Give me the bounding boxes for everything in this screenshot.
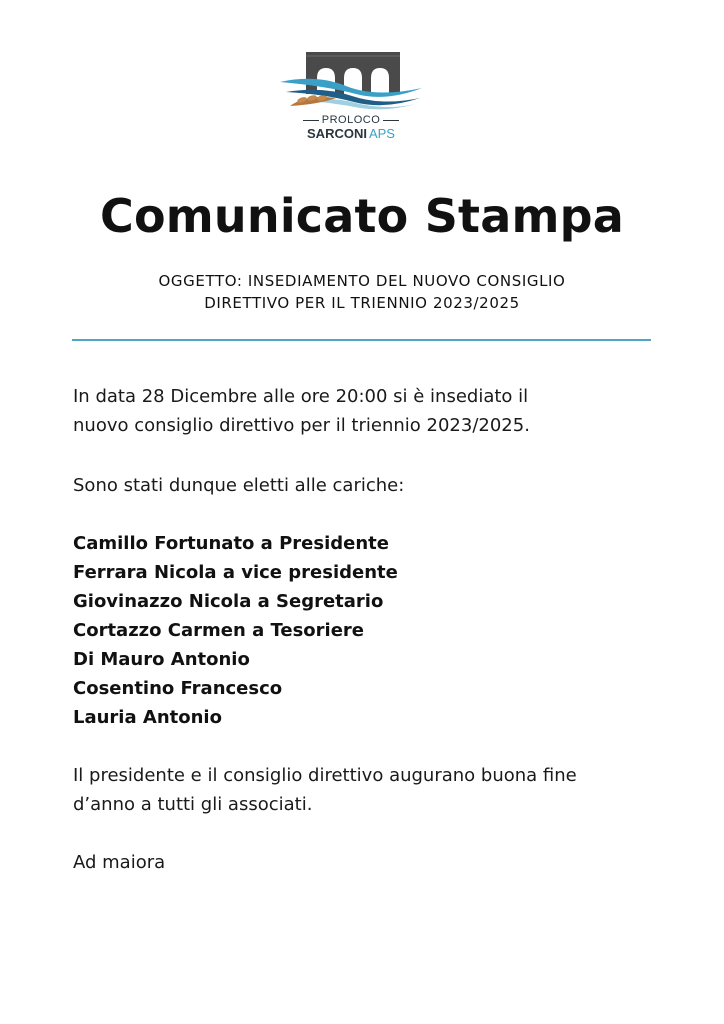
officer-item: Cosentino Francesco: [73, 678, 283, 699]
officer-item: Giovinazzo Nicola a Segretario: [73, 591, 384, 612]
logo-org-text: [276, 127, 426, 141]
wishes-line-2: d’anno a tutti gli associati.: [73, 794, 313, 815]
wishes-line-1: Il presidente e il consiglio direttivo augurano buona fine: [73, 765, 577, 786]
bridge-logo-icon: [276, 48, 426, 110]
elected-intro-text: Sono stati dunque eletti alle cariche:: [73, 475, 405, 496]
subject-heading: [0, 270, 724, 314]
closing-paragraph: [73, 848, 673, 877]
officer-item: Cortazzo Carmen a Tesoriere: [73, 620, 364, 641]
page-title: Comunicato Stampa: [100, 189, 624, 243]
officer-item: Di Mauro Antonio: [73, 649, 250, 670]
wishes-paragraph: [73, 761, 673, 819]
officers-list: [73, 529, 673, 732]
logo-org-name: SARCONI: [307, 126, 367, 141]
logo-proloco-text: PROLOCO: [276, 114, 426, 126]
intro-line-1: In data 28 Dicembre alle ore 20:00 si è insediato il: [73, 386, 529, 407]
closing-text: Ad maiora: [73, 852, 166, 873]
subject-line-2: DIRETTIVO PER IL TRIENNIO 2023/2025: [204, 294, 520, 312]
subject-line-1: OGGETTO: INSEDIAMENTO DEL NUOVO CONSIGLIO: [158, 272, 566, 290]
intro-line-2: nuovo consiglio direttivo per il triennio 2023/2025.: [73, 415, 530, 436]
officer-item: Camillo Fortunato a Presidente: [73, 533, 389, 554]
logo-org-suffix: APS: [368, 126, 395, 141]
elected-intro-paragraph: [73, 471, 673, 500]
officer-item: Ferrara Nicola a vice presidente: [73, 562, 398, 583]
organization-logo: [276, 48, 426, 146]
section-divider: [72, 339, 651, 341]
officer-item: Lauria Antonio: [73, 707, 222, 728]
intro-paragraph: [73, 382, 673, 440]
